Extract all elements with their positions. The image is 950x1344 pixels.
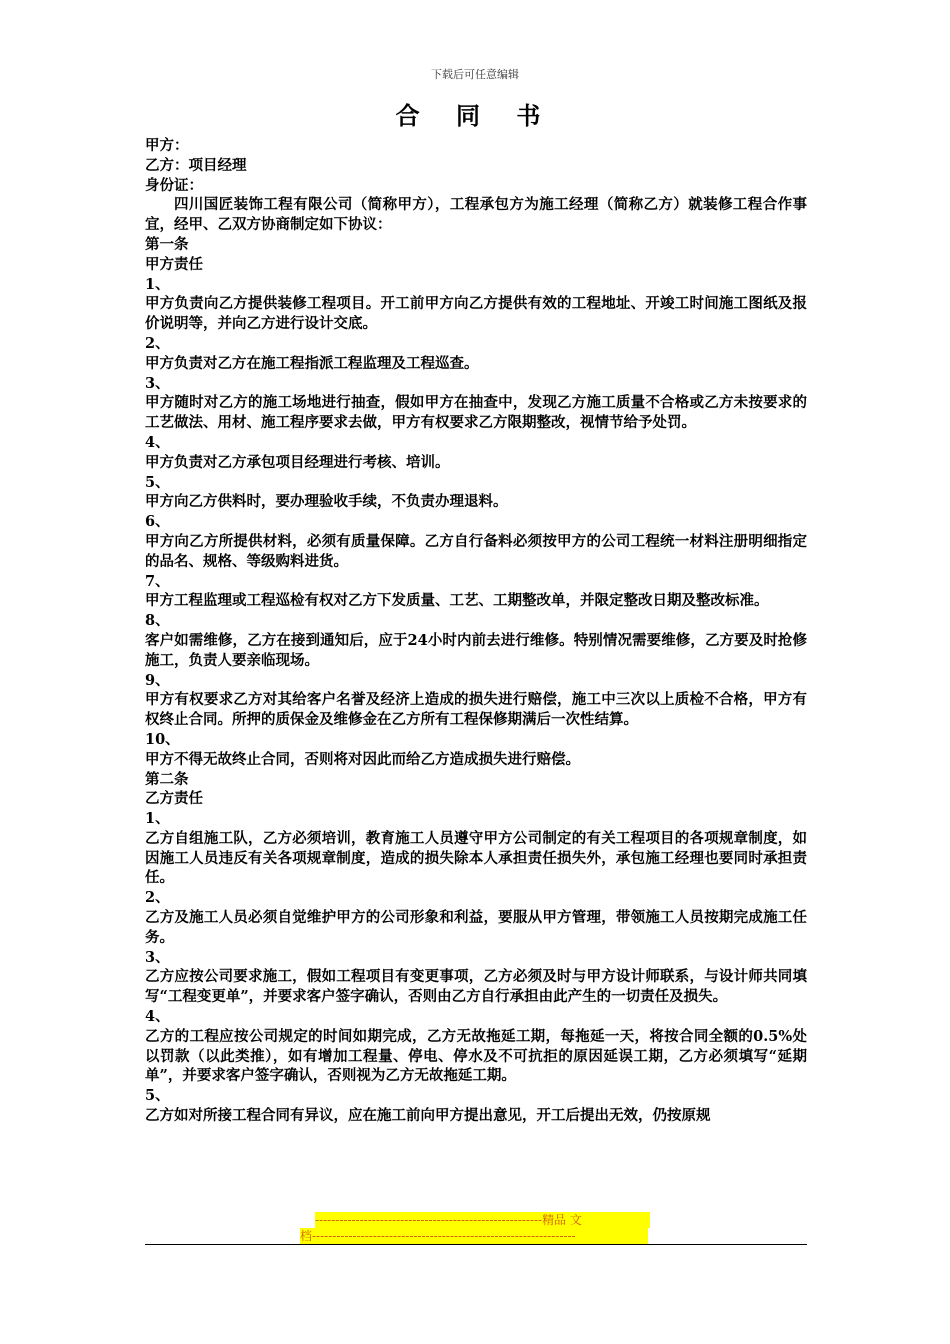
clause-number: 3、	[145, 948, 170, 966]
clause-text: 甲方负责向乙方提供装修工程项目。开工前甲方向乙方提供有效的工程地址、开竣工时间施工图纸及报价说明等，并向乙方进行设计交底。	[145, 295, 807, 333]
clause-text: 乙方如对所接工程合同有异议，应在施工前向甲方提出意见，开工后提出无效，仍按原规	[145, 1107, 711, 1125]
party-b-label: 乙方：项目经理	[145, 156, 247, 174]
clause-number: 7、	[145, 572, 170, 590]
clause-text: 甲方负责对乙方承包项目经理进行考核、培训。	[145, 453, 450, 471]
article-2-subheading: 乙方责任	[145, 790, 203, 808]
clause-number: 9、	[145, 671, 170, 689]
article-1-subheading: 甲方责任	[145, 255, 203, 273]
article-1-heading: 第一条	[145, 235, 189, 253]
article-2-heading: 第二条	[145, 770, 189, 788]
page-header-note: 下载后可任意编辑	[431, 68, 519, 81]
clause-number: 3、	[145, 374, 170, 392]
clause-text: 甲方向乙方所提供材料，必须有质量保障。乙方自行备料必须按甲方的公司工程统一材料注册明细指定的品名、规格、等级购料进货。	[145, 532, 807, 570]
clause-text: 甲方工程监理或工程巡检有权对乙方下发质量、工艺、工期整改单，并限定整改日期及整改标准。	[145, 592, 769, 610]
clause-number: 10、	[145, 730, 180, 748]
document-title: 合 同 书	[395, 101, 555, 130]
clause-text: 乙方应按公司要求施工，假如工程项目有变更事项，乙方必须及时与甲方设计师联系，与设计师共同填写“工程变更单”，并要求客户签字确认，否则由乙方自行承担由此产生的一切责任及损失。	[145, 968, 807, 1006]
clause-text: 甲方向乙方供料时，要办理验收手续，不负责办理退料。	[145, 493, 508, 511]
clause-text: 甲方随时对乙方的施工场地进行抽查，假如甲方在抽查中，发现乙方施工质量不合格或乙方未按要求的工艺做法、用材、施工程序要求去做，甲方有权要求乙方限期整改，视情节给予处罚。	[145, 394, 807, 432]
clause-number: 4、	[145, 433, 170, 451]
clause-text: 甲方负责对乙方在施工程指派工程监理及工程巡查。	[145, 354, 479, 372]
clause-number: 8、	[145, 612, 170, 630]
document-body	[145, 136, 807, 1126]
clause-text: 客户如需维修，乙方在接到通知后，应于24小时内前去进行维修。特别情况需要维修，乙方要及时抢修施工，负责人要亲临现场。	[145, 631, 807, 669]
clause-number: 4、	[145, 1008, 170, 1026]
party-a-label: 甲方：	[145, 137, 189, 154]
clause-text: 乙方的工程应按公司规定的时间如期完成，乙方无故拖延工期，每拖延一天，将按合同全额的0.5%处以罚款（以此类推），如有增加工程量、停电、停水及不可抗拒的原因延误工期，乙方必须填写“延期单”，并要求客户签字确认，否则视为乙方无故拖延工期。	[145, 1027, 807, 1085]
footer-divider	[145, 1244, 807, 1245]
intro-paragraph: 四川国匠装饰工程有限公司（简称甲方），工程承包方为施工经理（简称乙方）就装修工程合作事宜，经甲、乙双方协商制定如下协议：	[145, 196, 807, 234]
footer-line-2: 档-----------------------------------------------------------------	[300, 1228, 648, 1244]
clause-text: 乙方自组施工队，乙方必须培训，教育施工人员遵守甲方公司制定的有关工程项目的各项规章制度，如因施工人员违反有关各项规章制度，造成的损失除本人承担责任损失外，承包施工经理也要同时承担责任。	[145, 829, 807, 887]
clause-text: 乙方及施工人员必须自觉维护甲方的公司形象和利益，要服从甲方管理，带领施工人员按期完成施工任务。	[145, 909, 807, 946]
clause-text: 甲方有权要求乙方对其给客户名誉及经济上造成的损失进行赔偿，施工中三次以上质检不合格，甲方有权终止合同。所押的质保金及维修金在乙方所有工程保修期满后一次性结算。	[145, 691, 807, 729]
footer-line-1: --------------------------------------------------------精品 文	[315, 1212, 650, 1228]
clause-number: 5、	[145, 473, 170, 491]
clause-number: 1、	[145, 810, 170, 828]
clause-text: 甲方不得无故终止合同，否则将对因此而给乙方造成损失进行赔偿。	[145, 750, 580, 768]
id-label: 身份证：	[145, 176, 203, 194]
clause-number: 1、	[145, 275, 170, 293]
footer-watermark	[300, 1212, 650, 1244]
clause-number: 5、	[145, 1087, 170, 1105]
clause-number: 6、	[145, 513, 170, 531]
clause-number: 2、	[145, 334, 170, 352]
clause-number: 2、	[145, 889, 170, 907]
